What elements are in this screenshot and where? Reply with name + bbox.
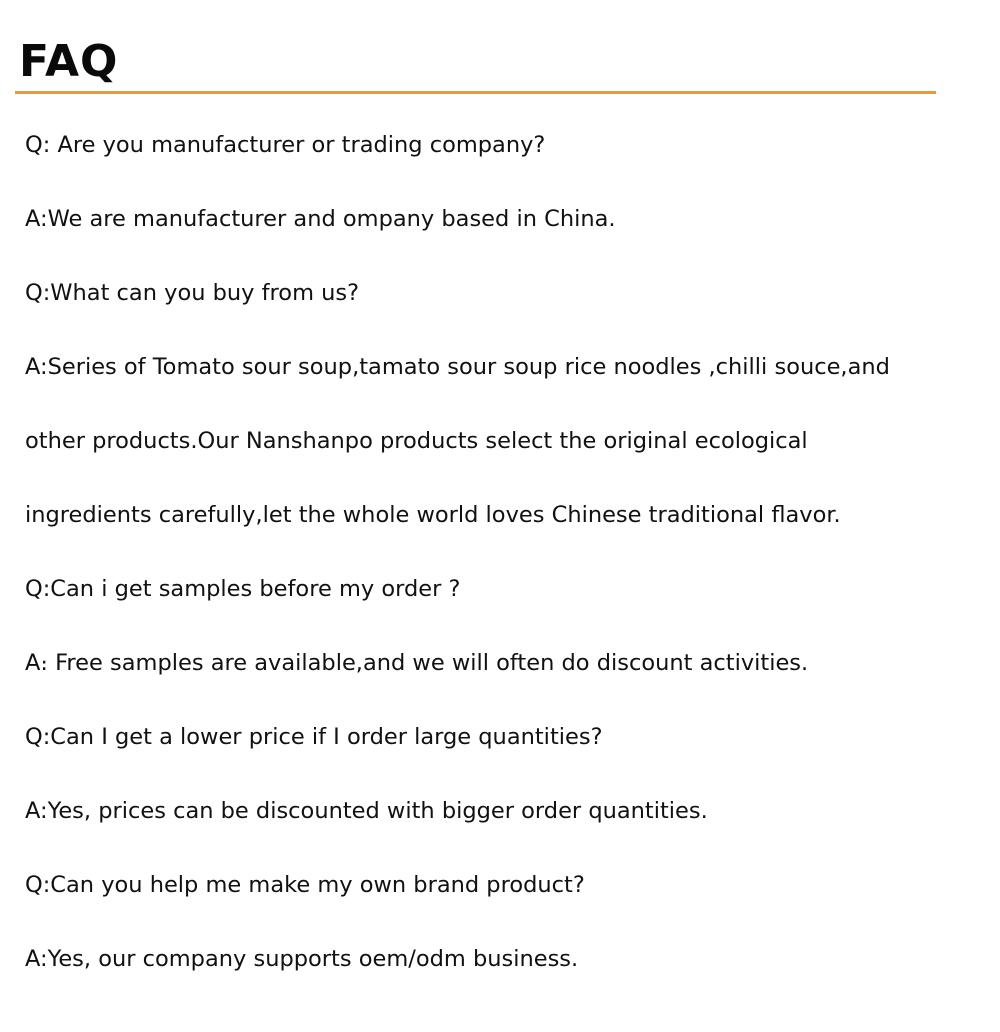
faq-question: Q:Can i get samples before my order ? xyxy=(25,576,461,602)
faq-question: Q: Are you manufacturer or trading company? xyxy=(25,132,546,158)
faq-answer-continued: ingredients carefully,let the whole world loves Chinese traditional flavor. xyxy=(25,502,841,528)
faq-question: Q:Can you help me make my own brand product? xyxy=(25,872,585,898)
faq-question: Q:What can you buy from us? xyxy=(25,280,360,306)
faq-answer-continued: other products.Our Nanshanpo products select the original ecological xyxy=(25,428,808,454)
faq-answer: A։ Free samples are available,and we will often do discount activities. xyxy=(25,650,809,676)
title-divider xyxy=(15,91,936,94)
faq-answer: A:Yes, prices can be discounted with bigger order quantities. xyxy=(25,798,708,824)
page-title: FAQ xyxy=(19,36,119,87)
faq-answer: A:Series of Tomato sour soup,tamato sour soup rice noodles ,chilli souce,and xyxy=(25,354,890,380)
faq-answer: A:Yes, our company supports oem/odm business. xyxy=(25,946,579,972)
faq-answer: A:We are manufacturer and ompany based in China. xyxy=(25,206,616,232)
faq-list xyxy=(25,118,985,1006)
faq-question: Q:Can I get a lower price if I order large quantities? xyxy=(25,724,603,750)
